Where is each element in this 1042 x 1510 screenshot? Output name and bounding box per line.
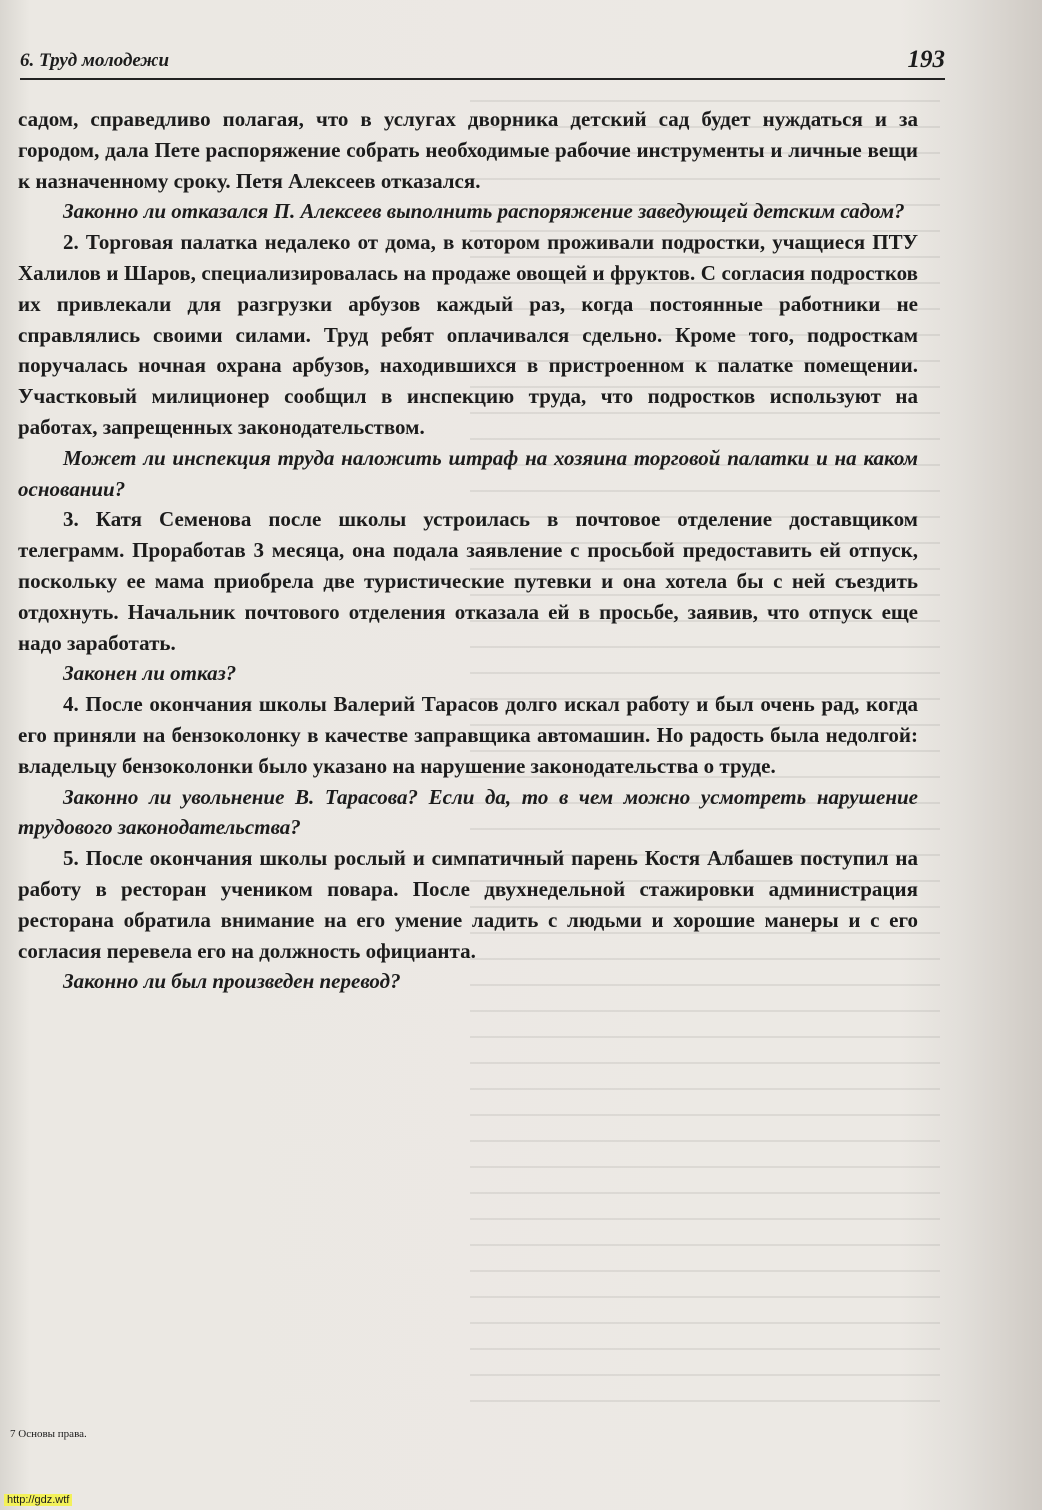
page-number: 193 xyxy=(907,46,945,73)
page-content xyxy=(18,104,918,997)
task-2: 2. Торговая палатка недалеко от дома, в котором проживали подростки, учащиеся ПТУ Халилов и Шаров, специализировалась на продаже овощей и фруктов. С согласия подростков их привлекали для разгрузки арбузов каждый раз, когда постоянные работники не справлялись своими силами. Труд ребят оплачивался сдельно. Кроме того, подросткам поручалась ночная охрана арбузов, находившихся в пристроенном к палатке помещении. Участковый милиционер сообщил в инспекцию труда, что подростков используют на работах, запрещенных законодательством. xyxy=(18,230,918,439)
question-4: Законно ли увольнение В. Тарасова? Если да, то в чем можно усмотреть нарушение трудового законодательства? xyxy=(18,784,918,840)
task-5: 5. После окончания школы рослый и симпатичный парень Костя Албашев поступил на работу в ресторан учеником повара. После двухнедельной стажировки администрация ресторана обратила внимание на его умение ладить с людьми и хорошие манеры и с его согласия перевела его на должность официанта. xyxy=(18,846,918,963)
question-2: Может ли инспекция труда наложить штраф на хозяина торговой палатки и на каком основании? xyxy=(18,445,918,501)
signature-footnote: 7 Основы права. xyxy=(10,1428,87,1440)
task-3: 3. Катя Семенова после школы устроилась в почтовое отделение доставщиком телеграмм. Проработав 3 месяца, она подала заявление с просьбой предоставить ей отпуск, поскольку ее мама приобрела две туристические путевки и она хотела бы с ней съездить отдохнуть. Начальник почтового отделения отказала ей в просьбе, заявив, что отпуск еще надо заработать. xyxy=(18,507,918,655)
task-1-continuation: садом, справедливо полагая, что в услугах дворника детский сад будет нуждаться и за городом, дала Пете распоряжение собрать необходимые рабочие инструменты и личные вещи к назначенному сроку. Петя Алексеев отказался. xyxy=(18,107,918,193)
question-5: Законно ли был произведен перевод? xyxy=(63,969,401,994)
question-3: Законен ли отказ? xyxy=(63,661,237,686)
page-header xyxy=(20,46,945,80)
question-1: Законно ли отказался П. Алексеев выполнить распоряжение заведующей детским садом? xyxy=(63,199,905,224)
task-4: 4. После окончания школы Валерий Тарасов долго искал работу и был очень рад, когда его приняли на бензоколонку в качестве заправщика автомашин. Но радость была недолгой: владельцу бензоколонки было указано на нарушение законодательства о труде. xyxy=(18,692,918,778)
source-url-tag[interactable]: http://gdz.wtf xyxy=(4,1494,72,1506)
running-head: 6. Труд молодежи xyxy=(20,50,170,71)
